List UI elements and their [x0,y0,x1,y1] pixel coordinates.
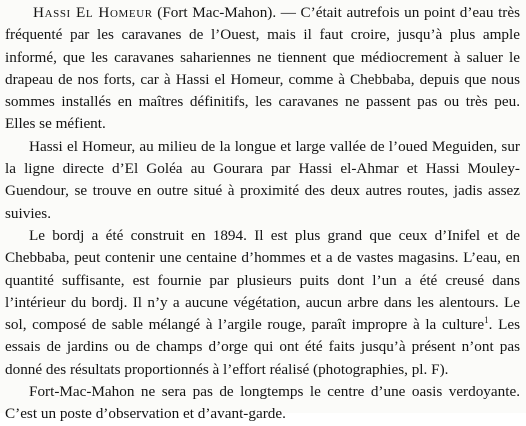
paragraph-text: Hassi el Homeur, au milieu de la longue et large vallée de l’oued Meguiden, sur la ligne directe d’El Goléa au Gourara par Hassi el-Ahmar et Hassi Mouley-Guendour, se trouve en outre situé à proximité des deux autres routes, jadis assez suivies. [5,137,520,222]
footnote-marker: 1 [484,315,489,326]
section-heading: Hassi El Homeur [33,4,153,21]
paragraph-text: Le bordj a été construit en 1894. Il est plus grand que ceux d’Inifel et de Chebbaba, peut contenir une centaine d’hommes et a de vastes magasins. L’eau, en quantité suffisante, est fournie par plusieurs puits dont l’un a été creusé dans l’intérieur du bordj. Il n’y a aucune végétation, aucun arbre dans les alentours. Le sol, composé de sable mélangé à l’argile rouge, paraît impropre à la culture [5,226,520,334]
paragraph-hassi-el-homeur-intro [5,2,520,136]
paragraph-text: (Fort Mac-Mahon). — C’était autrefois un point d’eau très fréquenté par les caravanes de l’Ouest, mais il faut croire, jusqu’à plus ample informé, que les caravanes sahariennes ne tiennent que médiocrement à saluer le drapeau de nos forts, car à Hassi el Homeur, comme à Chebbaba, depuis que nous sommes installés en maîtres définitifs, les caravanes ne passent pas ou très peu. Elles se méfient. [5,4,521,133]
paragraph-conclusion [5,381,520,426]
paragraph-location [5,136,520,225]
paragraph-text: Fort-Mac-Mahon ne sera pas de longtemps le centre d’une oasis verdoyante. C’est un poste d’observation et d’avant-garde. [5,383,520,423]
paragraph-text: . Les essais de jardins ou de champs d’orge qui ont été faits jusqu’à présent n’ont pas donné des résultats proportionnés à l’effort réalisé (photographies, pl. F). [5,316,521,378]
paragraph-bordj [5,225,520,381]
